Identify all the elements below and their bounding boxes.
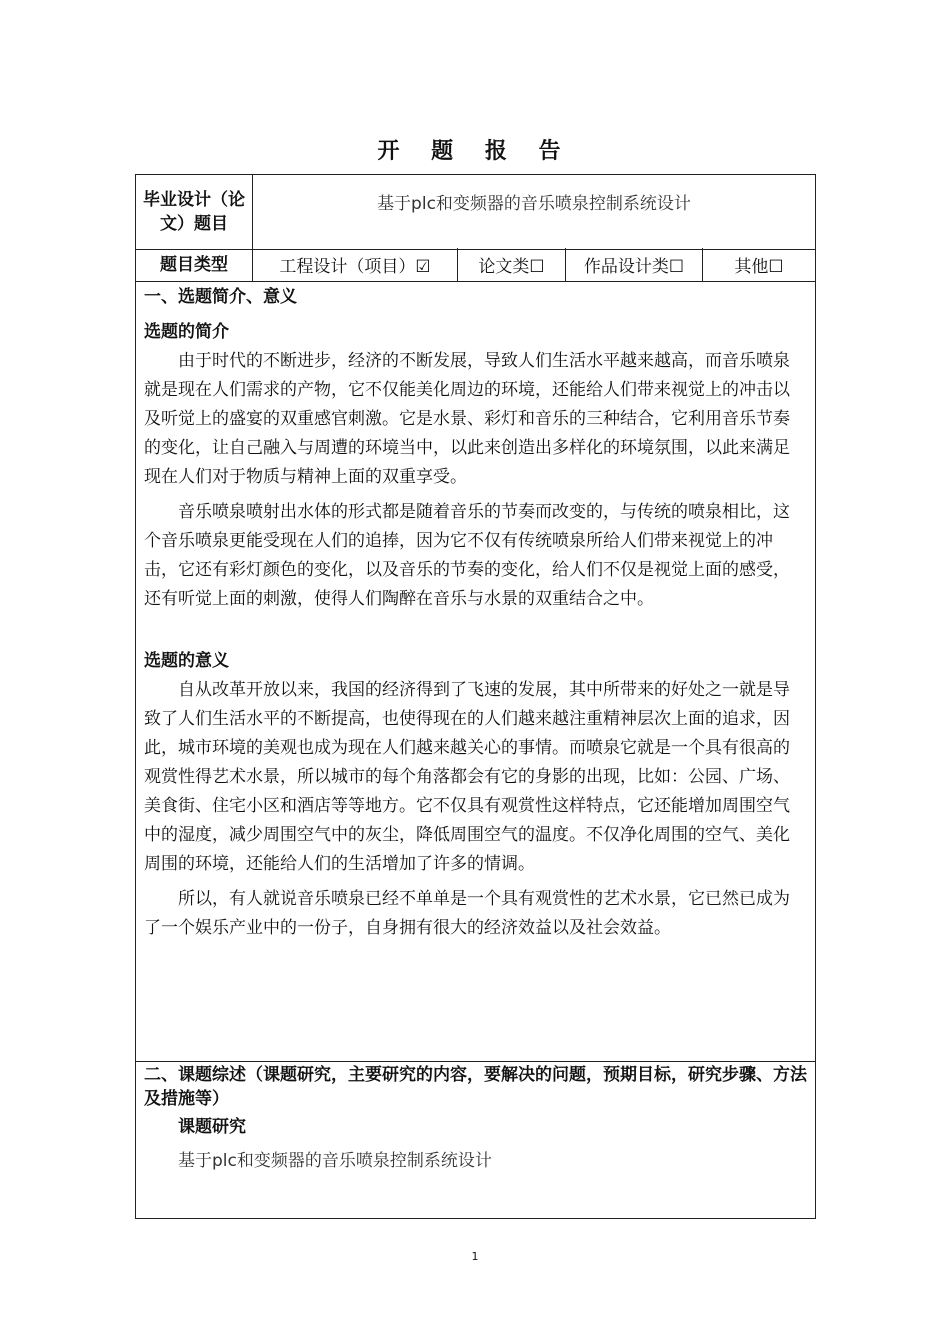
type-label: 题目类型: [160, 254, 228, 275]
type-option-thesis[interactable]: 论文类☐: [478, 257, 545, 277]
section-2-cell: [135, 1061, 816, 1219]
type-row: [135, 248, 816, 282]
topic-value: 基于plc和变频器的音乐喷泉控制系统设计: [377, 194, 691, 214]
meaning-paragraph: 自从改革开放以来，我国的经济得到了飞速的发展，其中所带来的好处之一就是导致了人们生活水平的不断提高，也使得现在的人们越来越注重精神层次上面的追求，因此，城市环境的美观也成为现在人们越来越关心的事情。而喷泉它就是一个具有很高的观赏性得艺术水景，所以城市的每个角落都会有它的身影的出现，比如：公园、广场、美食街、住宅小区和酒店等等地方。它不仅具有观赏性这样特点，它还能增加周围空气中的湿度，减少周围空气中的灰尘，降低周围空气的温度。不仅净化周围的空气、美化周围的环境，还能给人们的生活增加了许多的情调。: [144, 680, 790, 874]
research-heading: 课题研究: [178, 1117, 246, 1137]
type-option-engineering[interactable]: 工程设计（项目）☑: [279, 257, 431, 277]
type-option-other[interactable]: 其他☐: [734, 257, 784, 277]
topic-row: [135, 174, 816, 250]
topic-label: 毕业设计（论文）题目: [143, 190, 245, 234]
page-number: 1: [471, 1250, 479, 1263]
intro-paragraph: 音乐喷泉喷射出水体的形式都是随着音乐的节奏而改变的，与传统的喷泉相比，这个音乐喷泉更能受现在人们的追捧，因为它不仅有传统喷泉所给人们带来视觉上的冲击，它还有彩灯颜色的变化，以及音乐的节奏的变化，给人们不仅是视觉上面的感受，还有听觉上面的刺激，使得人们陶醉在音乐与水景的双重结合之中。: [144, 502, 790, 609]
document-title: 开 题 报 告: [377, 139, 573, 164]
type-option-work-design[interactable]: 作品设计类☐: [583, 257, 685, 277]
intro-heading: 选题的简介: [144, 322, 229, 342]
section-1-heading: 一、选题简介、意义: [144, 287, 297, 307]
research-text: 基于plc和变频器的音乐喷泉控制系统设计: [178, 1151, 492, 1171]
meaning-paragraph: 所以，有人就说音乐喷泉已经不单单是一个具有观赏性的艺术水景，它已然已成为了一个娱乐产业中的一份子，自身拥有很大的经济效益以及社会效益。: [144, 889, 790, 938]
intro-paragraph: 由于时代的不断进步，经济的不断发展，导致人们生活水平越来越高，而音乐喷泉就是现在人们需求的产物，它不仅能美化周边的环境，还能给人们带来视觉上的冲击以及听觉上的盛宴的双重感官刺激。它是水景、彩灯和音乐的三种结合，它利用音乐节奏的变化，让自己融入与周遭的环境当中，以此来创造出多样化的环境氛围，以此来满足现在人们对于物质与精神上面的双重享受。: [144, 351, 790, 487]
section-2-heading: 二、课题综述（课题研究，主要研究的内容，要解决的问题，预期目标，研究步骤、方法及措施等）: [144, 1065, 807, 1109]
section-1-cell: [135, 281, 816, 1062]
meaning-heading: 选题的意义: [144, 651, 229, 671]
